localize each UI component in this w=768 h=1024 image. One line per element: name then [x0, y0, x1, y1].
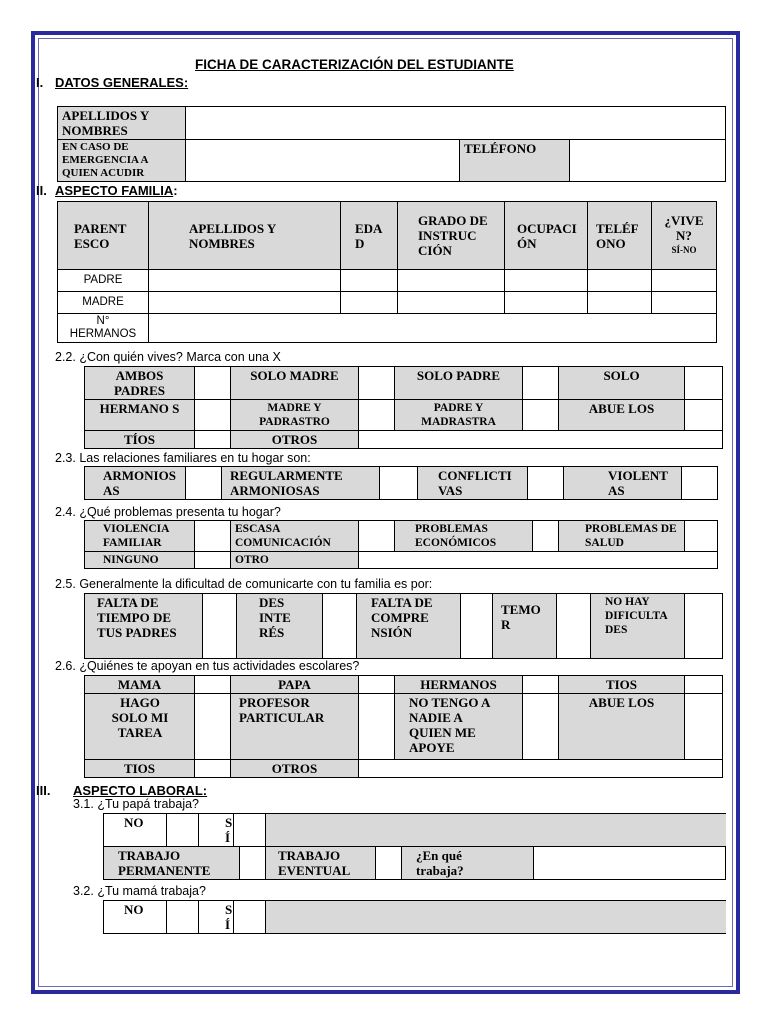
emergency-label: EN CASO DE EMERGENCIA A QUIEN ACUDIR — [58, 140, 186, 182]
check-solo[interactable] — [685, 367, 723, 400]
option-mama: MAMA — [85, 676, 195, 694]
check-problemas-salud[interactable] — [685, 521, 718, 552]
check-abuelos[interactable] — [685, 400, 723, 431]
option-solo: SOLO — [559, 367, 685, 400]
question-3-2: 3.2. ¿Tu mamá trabaja? — [73, 884, 206, 898]
option-falta-comprension — [357, 594, 461, 659]
row-madre-label: MADRE — [58, 292, 149, 314]
padre-edad-field[interactable] — [341, 270, 398, 292]
father-si-label — [199, 814, 234, 847]
check-problemas-economicos[interactable] — [533, 521, 559, 552]
row-padre-label: PADRE — [58, 270, 149, 292]
check-falta-tiempo[interactable] — [203, 594, 237, 659]
otros-apoyo-field[interactable] — [359, 760, 723, 778]
question-2-4: 2.4. ¿Qué problemas presenta tu hogar? — [55, 505, 281, 519]
communication-table — [84, 593, 723, 659]
question-2-5: 2.5. Generalmente la dificultad de comunicarte con tu familia es por: — [55, 577, 433, 591]
madre-ocupacion-field[interactable] — [505, 292, 588, 314]
section-3-heading: ASPECTO LABORAL: — [73, 783, 208, 798]
option-profesor-particular: PROFESOR PARTICULAR — [231, 694, 359, 760]
father-no-check[interactable] — [167, 814, 199, 847]
option-no-hay-dificultades — [591, 594, 685, 659]
madre-edad-field[interactable] — [341, 292, 398, 314]
option-no-hay-dificultades-text: NO HAY DIFICULTA DES — [605, 596, 667, 636]
padre-grado-field[interactable] — [398, 270, 505, 292]
option-abuelos-apoyo: ABUE LOS — [559, 694, 685, 760]
option-trabajo-permanente: TRABAJO PERMANENTE — [104, 847, 240, 880]
section-2-colon: : — [173, 183, 178, 198]
check-hermanos-apoyo[interactable] — [523, 676, 559, 694]
section-2-heading: ASPECTO FAMILIA — [55, 183, 174, 198]
mother-no-check[interactable] — [167, 901, 199, 934]
option-ambos-padres: AMBOS PADRES — [85, 367, 195, 400]
check-conflictivas[interactable] — [528, 467, 564, 500]
father-blank — [266, 814, 726, 847]
option-falta-tiempo-text: FALTA DE TIEMPO DE TUS PADRES — [97, 595, 177, 640]
option-otro: OTRO — [231, 552, 359, 569]
header-nombres: APELLIDOS Y NOMBRES — [149, 202, 341, 270]
option-desinteres-text: DES INTE RÉS — [259, 595, 291, 640]
hermanos-field[interactable] — [149, 314, 717, 343]
option-temor — [493, 594, 557, 659]
check-papa[interactable] — [359, 676, 395, 694]
option-hermanos-apoyo: HERMANOS — [395, 676, 523, 694]
madre-nombres-field[interactable] — [149, 292, 341, 314]
emergency-field[interactable] — [186, 140, 460, 182]
option-falta-comprension-text: FALTA DE COMPRE NSIÓN — [371, 595, 433, 640]
mother-blank — [266, 901, 726, 934]
option-no-tengo — [395, 694, 523, 760]
option-conflictivas: CONFLICTI VAS — [418, 467, 528, 500]
header-vive-label: ¿VIVE N? — [664, 213, 704, 243]
check-tios-apoyo[interactable] — [685, 676, 723, 694]
option-padre-madrastra: PADRE Y MADRASTRA — [395, 400, 523, 431]
check-no-hay-dificultades[interactable] — [685, 594, 723, 659]
mother-si-check[interactable] — [234, 901, 266, 934]
check-escasa-comunicacion[interactable] — [359, 521, 395, 552]
mother-no-label: NO — [104, 901, 167, 934]
question-2-3: 2.3. Las relaciones familiares en tu hogar son: — [55, 451, 311, 465]
otro-field[interactable] — [359, 552, 718, 569]
lives-with-table — [84, 366, 723, 449]
form-title: FICHA DE CARACTERIZACIÓN DEL ESTUDIANTE — [195, 57, 514, 72]
option-tios-apoyo: TIOS — [559, 676, 685, 694]
option-violentas: VIOLENT AS — [564, 467, 682, 500]
option-hermanos: HERMANO S — [85, 400, 195, 431]
madre-telefono-field[interactable] — [588, 292, 652, 314]
check-profesor-particular[interactable] — [359, 694, 395, 760]
section-2-number: II. — [36, 183, 47, 198]
question-2-6: 2.6. ¿Quiénes te apoyan en tus actividades escolares? — [55, 659, 360, 673]
check-madre-padrastro[interactable] — [359, 400, 395, 431]
relations-table — [84, 466, 718, 500]
padre-nombres-field[interactable] — [149, 270, 341, 292]
check-trabajo-eventual[interactable] — [376, 847, 402, 880]
check-no-tengo[interactable] — [523, 694, 559, 760]
father-work-type-table — [103, 846, 726, 880]
header-ocupacion: OCUPACI ÓN — [505, 202, 588, 270]
question-2-2: 2.2. ¿Con quién vives? Marca con una X — [55, 350, 281, 364]
header-vive-sub: SÍ-NO — [671, 245, 697, 255]
row-hermanos-label: N° HERMANOS — [58, 314, 149, 343]
padre-ocupacion-field[interactable] — [505, 270, 588, 292]
header-telefono: TELÉF ONO — [588, 202, 652, 270]
support-table — [84, 675, 723, 778]
header-grado: GRADO DE INSTRUC CIÓN — [398, 202, 505, 270]
madre-vive-field[interactable] — [652, 292, 717, 314]
father-si-check[interactable] — [234, 814, 266, 847]
madre-grado-field[interactable] — [398, 292, 505, 314]
check-padre-madrastra[interactable] — [523, 400, 559, 431]
phone-label: TELÉFONO — [460, 140, 570, 182]
problems-table — [84, 520, 718, 569]
check-tios-2[interactable] — [195, 760, 231, 778]
mother-work-table — [103, 900, 726, 934]
label-en-que-trabaja-text: ¿En qué trabaja? — [416, 848, 464, 878]
general-data-table — [57, 106, 726, 182]
option-trabajo-eventual: TRABAJO EVENTUAL — [266, 847, 376, 880]
option-tios: TÍOS — [85, 431, 195, 449]
padre-telefono-field[interactable] — [588, 270, 652, 292]
father-work-table — [103, 813, 726, 847]
check-hermanos[interactable] — [195, 400, 231, 431]
option-problemas-salud: PROBLEMAS DE SALUD — [559, 521, 685, 552]
option-otros: OTROS — [231, 431, 359, 449]
father-no-label: NO — [104, 814, 167, 847]
section-1-heading: DATOS GENERALES: — [55, 75, 189, 90]
option-hago-solo — [85, 694, 195, 760]
check-mama[interactable] — [195, 676, 231, 694]
option-solo-padre: SOLO PADRE — [395, 367, 523, 400]
mother-si-text: S Í — [225, 902, 233, 932]
option-ninguno: NINGUNO — [85, 552, 195, 569]
option-armoniosas: ARMONIOS AS — [85, 467, 186, 500]
name-field[interactable] — [186, 107, 726, 140]
name-label: APELLIDOS Y NOMBRES — [58, 107, 186, 140]
check-violencia-familiar[interactable] — [195, 521, 231, 552]
mother-si-label — [199, 901, 234, 934]
check-temor[interactable] — [557, 594, 591, 659]
phone-field[interactable] — [570, 140, 726, 182]
padre-vive-field[interactable] — [652, 270, 717, 292]
question-3-1: 3.1. ¿Tu papá trabaja? — [73, 797, 200, 811]
check-solo-padre[interactable] — [523, 367, 559, 400]
check-regularmente[interactable] — [380, 467, 418, 500]
header-parentesco: PARENT ESCO — [58, 202, 149, 270]
label-en-que-trabaja — [402, 847, 534, 880]
otros-field[interactable] — [359, 431, 723, 449]
check-violentas[interactable] — [682, 467, 718, 500]
option-desinteres — [237, 594, 323, 659]
option-temor-text: TEMO R — [501, 602, 541, 632]
option-falta-tiempo — [85, 594, 203, 659]
header-edad: EDA D — [341, 202, 398, 270]
option-hago-solo-text: HAGO SOLO MI TAREA — [111, 695, 169, 740]
section-1-number: I. — [36, 75, 44, 90]
father-si-text: S Í — [225, 815, 233, 845]
check-abuelos-apoyo[interactable] — [685, 694, 723, 760]
check-desinteres[interactable] — [323, 594, 357, 659]
check-hago-solo[interactable] — [195, 694, 231, 760]
option-regularmente: REGULARMENTE ARMONIOSAS — [222, 467, 380, 500]
option-problemas-economicos: PROBLEMAS ECONÓMICOS — [395, 521, 533, 552]
option-tios-2: TIOS — [85, 760, 195, 778]
option-solo-madre: SOLO MADRE — [231, 367, 359, 400]
en-que-trabaja-field[interactable] — [534, 847, 726, 880]
option-madre-padrastro: MADRE Y PADRASTRO — [231, 400, 359, 431]
option-otros-apoyo: OTROS — [231, 760, 359, 778]
header-vive — [652, 202, 717, 270]
check-armoniosas[interactable] — [186, 467, 222, 500]
option-papa: PAPA — [231, 676, 359, 694]
option-abuelos: ABUE LOS — [559, 400, 685, 431]
family-table — [57, 201, 717, 343]
check-ninguno[interactable] — [195, 552, 231, 569]
check-trabajo-permanente[interactable] — [240, 847, 266, 880]
check-falta-comprension[interactable] — [461, 594, 493, 659]
check-ambos-padres[interactable] — [195, 367, 231, 400]
check-tios[interactable] — [195, 431, 231, 449]
check-solo-madre[interactable] — [359, 367, 395, 400]
section-3-number: III. — [36, 783, 51, 798]
option-escasa-comunicacion: ESCASA COMUNICACIÓN — [231, 521, 359, 552]
option-violencia-familiar: VIOLENCIA FAMILIAR — [85, 521, 195, 552]
option-no-tengo-text: NO TENGO A NADIE A QUIEN ME APOYE — [409, 695, 490, 755]
